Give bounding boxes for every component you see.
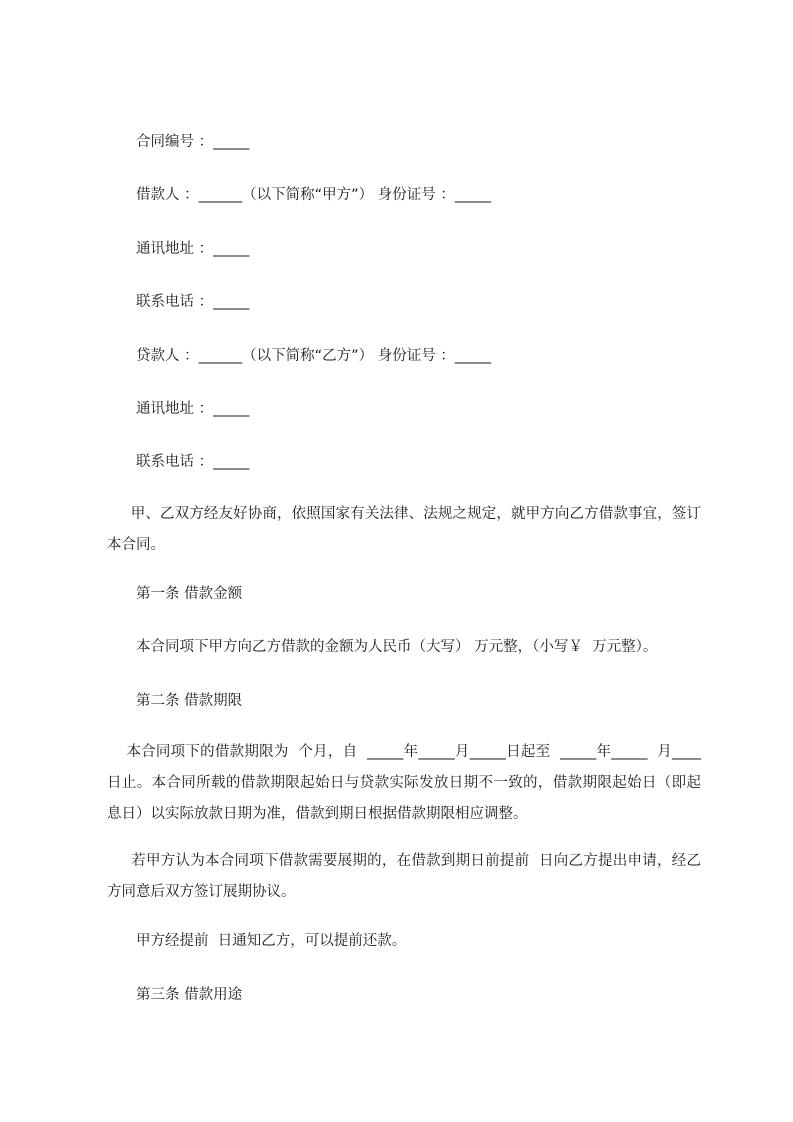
lender-field: 贷款人 ：______（以下简称“乙方”） 身份证号 ：_____ (136, 348, 492, 364)
borrower-address-field: 通讯地址 ：_____ (136, 241, 250, 257)
article-2-title: 第二条 借款期限 (136, 693, 243, 709)
contract-number-field: 合同编号 ：_____ (136, 134, 250, 150)
borrower-field: 借款人 ：______（以下简称“甲方”） 身份证号 ：_____ (136, 187, 492, 203)
article-1-body: 本合同项下甲方向乙方借款的金额为人民币（大写） 万元整，（小写￥ 万元整）。 (136, 639, 658, 655)
article-1-title: 第一条 借款金额 (136, 586, 243, 602)
article-2-term-paragraph: 本合同项下的借款期限为 个月，自 _____年_____月_____日起至 _____年_____ 月____日止。本合同所载的借款期限起始日与贷款实际发放日期不一致的，借款期限起始日（即起息日）以实际放款日期为准，借款到期日根据借款期限相应调整。 (107, 744, 702, 822)
borrower-phone-field: 联系电话 ：_____ (136, 294, 250, 310)
lender-phone-field: 联系电话 ：_____ (136, 454, 250, 470)
article-2-extension-paragraph: 若甲方认为本合同项下借款需要展期的，在借款到期日前提前 日向乙方提出申请，经乙方同意后双方签订展期协议。 (107, 853, 701, 900)
article-3-title: 第三条 借款用途 (136, 987, 243, 1003)
article-2-prepayment-line: 甲方经提前 日通知乙方，可以提前还款。 (136, 933, 407, 949)
preamble-paragraph: 甲、乙双方经友好协商，依照国家有关法律、法规之规定，就甲方向乙方借款事宜，签订本合同。 (107, 506, 702, 553)
lender-address-field: 通讯地址 ：_____ (136, 401, 250, 417)
